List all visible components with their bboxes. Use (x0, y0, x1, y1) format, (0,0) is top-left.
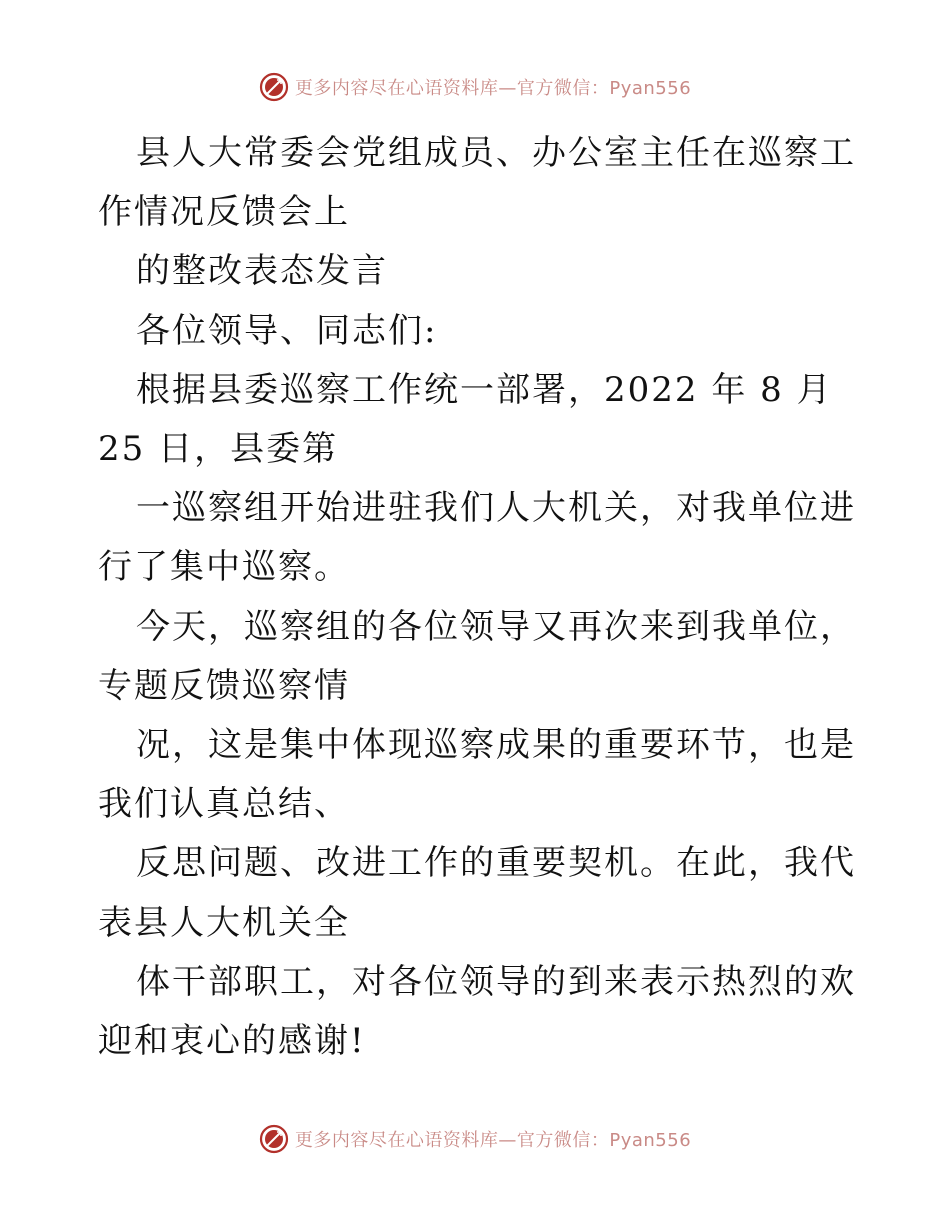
header-banner-text: 更多内容尽在心语资料库—官方微信：Pyan556 (294, 78, 692, 99)
paragraph-body-5: 反思问题、改进工作的重要契机。在此，我代表县人大机关全 (98, 843, 856, 943)
paragraph-body-4: 况，这是集中体现巡察成果的重要环节，也是我们认真总结、 (98, 725, 856, 825)
quill-seal-logo-icon (259, 72, 289, 102)
header-banner (0, 72, 950, 102)
footer-banner (0, 1124, 950, 1154)
paragraph-body-1: 根据县委巡察工作统一部署，2022 年 8 月 25 日，县委第 (98, 369, 846, 470)
paragraph-title-line-2: 的整改表态发言 (136, 251, 388, 292)
paragraph-title-line-1: 县人大常委会党组成员、办公室主任在巡察工作情况反馈会上 (98, 133, 856, 233)
document-body (98, 124, 858, 1071)
quill-seal-logo-icon (259, 1124, 289, 1154)
paragraph-body-2: 一巡察组开始进驻我们人大机关，对我单位进行了集中巡察。 (98, 488, 856, 588)
paragraph-body-3: 今天，巡察组的各位领导又再次来到我单位，专题反馈巡察情 (98, 606, 856, 706)
paragraph-salutation: 各位领导、同志们: (136, 310, 438, 351)
paragraph-body-6: 体干部职工，对各位领导的到来表示热烈的欢迎和衷心的感谢! (98, 961, 856, 1062)
footer-banner-text: 更多内容尽在心语资料库—官方微信：Pyan556 (294, 1130, 692, 1151)
